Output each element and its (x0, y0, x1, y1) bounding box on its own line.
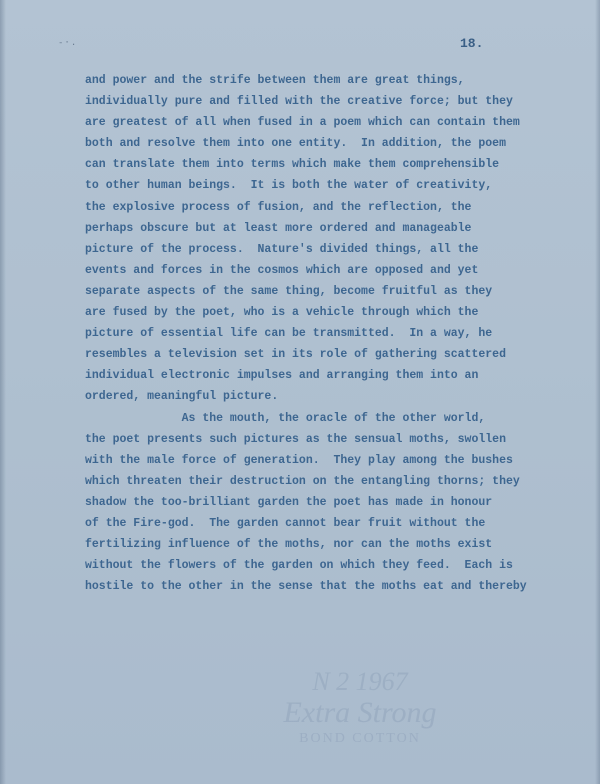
text-line: hostile to the other in the sense that the moths eat and thereby (85, 580, 527, 594)
text-line: are fused by the poet, who is a vehicle through which the (85, 306, 479, 320)
right-edge-shadow (595, 0, 600, 784)
text-line: of the Fire-god. The garden cannot bear fruit without the (85, 516, 486, 530)
text-line: are greatest of all when fused in a poem which can contain them (85, 116, 520, 130)
page-number: 18. (460, 36, 484, 51)
text-line: the poet presents such pictures as the sensual moths, swollen (85, 432, 506, 446)
text-line: which threaten their destruction on the entangling thorns; they (85, 474, 520, 488)
text-line: to other human beings. It is both the water of creativity, (85, 179, 493, 193)
text-line: and power and the strife between them are great things, (85, 74, 465, 87)
text-line: ordered, meaningful picture. (85, 390, 279, 404)
text-line: perhaps obscure but at least more ordered and manageable (85, 221, 472, 235)
text-line: the explosive process of fusion, and the reflection, the (85, 200, 472, 214)
text-line: events and forces in the cosmos which are opposed and yet (85, 263, 479, 277)
text-line: can translate them into terms which make them comprehensible (85, 158, 500, 172)
watermark-date: N 2 1967 (312, 667, 408, 696)
text-line: shadow the too-brilliant garden the poet has made in honour (85, 495, 493, 509)
paragraph-start-line: As the mouth, the oracle of the other world, (85, 411, 486, 425)
text-line: without the flowers of the garden on which they feed. Each is (85, 559, 513, 573)
text-line: both and resolve them into one entity. In addition, the poem (85, 137, 506, 151)
watermark-brand: Extra Strong (283, 696, 437, 729)
text-line: fertilizing influence of the moths, nor can the moths exist (85, 538, 493, 552)
text-line: with the male force of generation. They play among the bushes (85, 453, 513, 467)
text-line: individual electronic impulses and arranging them into an (85, 369, 479, 383)
text-line: picture of the process. Nature's divided things, all the (85, 242, 479, 256)
paper-watermark-show-through (200, 668, 520, 748)
text-line: individually pure and filled with the creative force; but they (85, 95, 513, 109)
typed-body-text (85, 70, 555, 597)
text-line: separate aspects of the same thing, become fruitful as they (85, 284, 493, 298)
left-edge-shadow (0, 0, 6, 784)
text-line: picture of essential life can be transmitted. In a way, he (85, 327, 493, 341)
corner-mark: -·. (58, 38, 78, 48)
text-line: resembles a television set in its role of gathering scattered (85, 348, 506, 362)
watermark-paper-type: BOND COTTON (299, 731, 421, 746)
